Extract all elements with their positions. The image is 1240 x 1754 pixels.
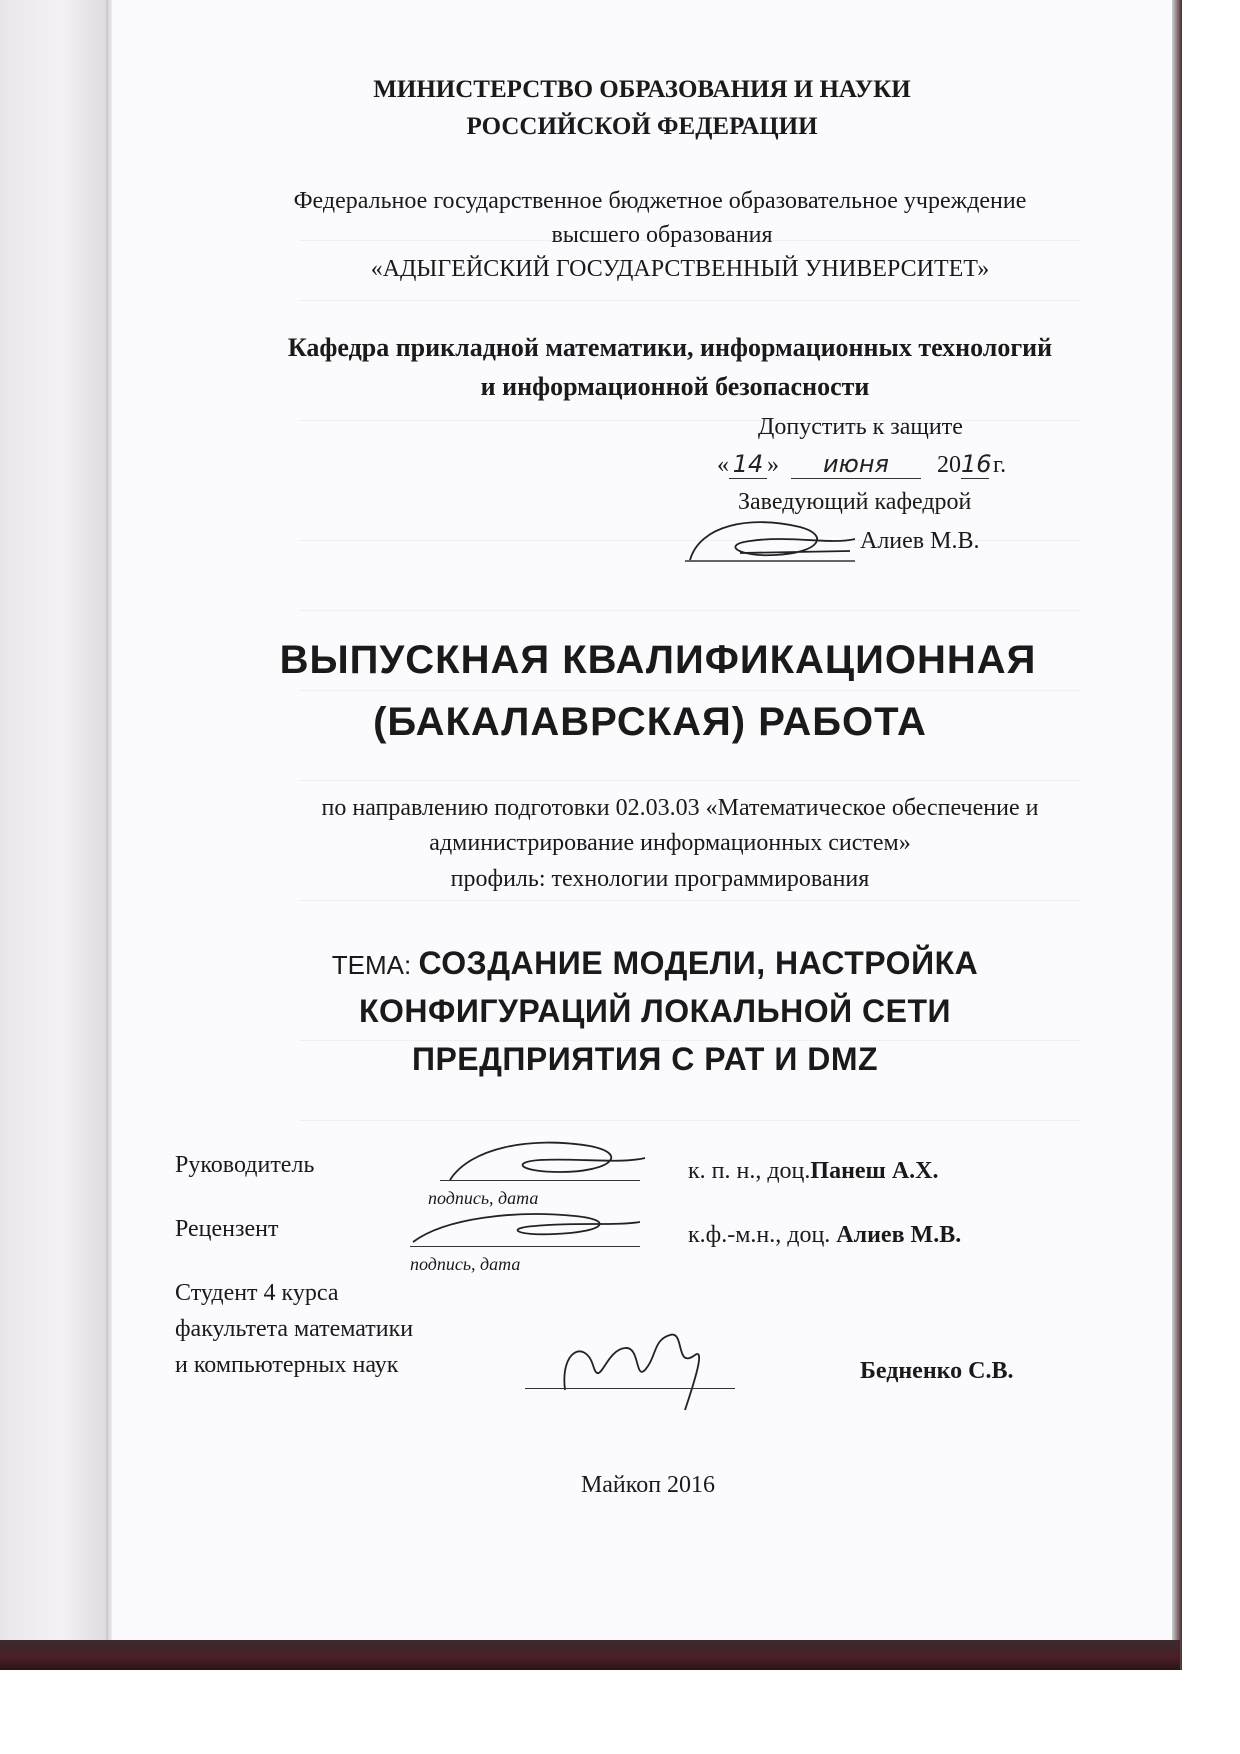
university-name: «АДЫГЕЙСКИЙ ГОСУДАРСТВЕННЫЙ УНИВЕРСИТЕТ» (370, 256, 990, 282)
show-through-line (300, 1120, 1080, 1121)
work-title-line-2: (БАКАЛАВРСКАЯ) РАБОТА (373, 700, 927, 744)
show-through-line (300, 780, 1080, 781)
student-line-1: Студент 4 курса (175, 1280, 339, 1306)
theme-label: ТЕМА: (331, 950, 419, 980)
student-signature-line (525, 1388, 735, 1389)
date-open-quote: « (717, 452, 729, 478)
date-close-quote: » (767, 452, 779, 478)
student-signature-icon (545, 1310, 725, 1420)
show-through-line (300, 420, 1080, 421)
institution-line-2: высшего образования (551, 222, 773, 248)
student-line-3: и компьютерных наук (175, 1352, 399, 1378)
reviewer-signature-icon (405, 1200, 645, 1250)
approval-label: Допустить к защите (758, 414, 963, 440)
supervisor-name: Панеш А.Х. (810, 1158, 939, 1184)
date-day: 14 (729, 450, 767, 479)
cover-edge-bottom (0, 1640, 1180, 1670)
direction-line-2: администрирование информационных систем» (429, 830, 911, 856)
date-year-suffix: 16 (961, 450, 992, 478)
reviewer-signature-line (410, 1246, 640, 1247)
reviewer-credentials (688, 1222, 961, 1249)
book-binding (0, 0, 112, 1670)
direction-line-1: по направлению подготовки 02.03.03 «Математическое обеспечение и (321, 795, 1039, 821)
date-year-prefix: 20 (937, 452, 961, 478)
approval-date (717, 450, 1006, 479)
city-year: Майкоп 2016 (580, 1472, 716, 1498)
ministry-line-1: МИНИСТЕРСТВО ОБРАЗОВАНИЯ И НАУКИ (373, 76, 911, 103)
date-month: июня (791, 450, 921, 479)
theme-text-1: СОЗДАНИЕ МОДЕЛИ, НАСТРОЙКА (418, 945, 979, 981)
department-line-1: Кафедра прикладной математики, информационных технологий (287, 333, 1053, 362)
ministry-line-2: РОССИЙСКОЙ ФЕДЕРАЦИИ (466, 113, 818, 140)
profile-line: профиль: технологии программирования (450, 866, 870, 892)
reviewer-name: Алиев М.В. (836, 1222, 962, 1248)
student-name: Бедненко С.В. (860, 1358, 1014, 1384)
theme-line-1 (125, 945, 1185, 982)
date-year-end: г. (993, 452, 1007, 478)
theme-line-3: ПРЕДПРИЯТИЯ С PAT И DMZ (411, 1041, 879, 1077)
theme-line-2: КОНФИГУРАЦИЙ ЛОКАЛЬНОЙ СЕТИ (358, 993, 951, 1029)
head-signature-icon (680, 505, 860, 575)
institution-line-1: Федеральное государственное бюджетное образовательное учреждение (293, 188, 1027, 214)
supervisor-title: к. п. н., доц. (688, 1158, 811, 1184)
head-of-department-label: Заведующий кафедрой (738, 489, 972, 515)
reviewer-caption: подпись, дата (410, 1254, 521, 1274)
show-through-line (300, 690, 1080, 691)
supervisor-credentials (688, 1158, 938, 1185)
supervisor-label: Руководитель (175, 1152, 315, 1178)
reviewer-label: Рецензент (175, 1216, 279, 1242)
reviewer-title: к.ф.-м.н., доц. (688, 1222, 837, 1248)
show-through-line (300, 300, 1080, 301)
student-line-2: факультета математики (175, 1316, 414, 1342)
show-through-line (300, 900, 1080, 901)
supervisor-caption: подпись, дата (428, 1188, 539, 1208)
supervisor-signature-line (440, 1180, 640, 1181)
department-line-2: и информационной безопасности (480, 372, 870, 401)
head-of-department-name: Алиев М.В. (860, 528, 980, 554)
work-title-line-1: ВЫПУСКНАЯ КВАЛИФИКАЦИОННАЯ (279, 638, 1037, 682)
supervisor-signature-icon (440, 1128, 650, 1188)
show-through-line (300, 610, 1080, 611)
